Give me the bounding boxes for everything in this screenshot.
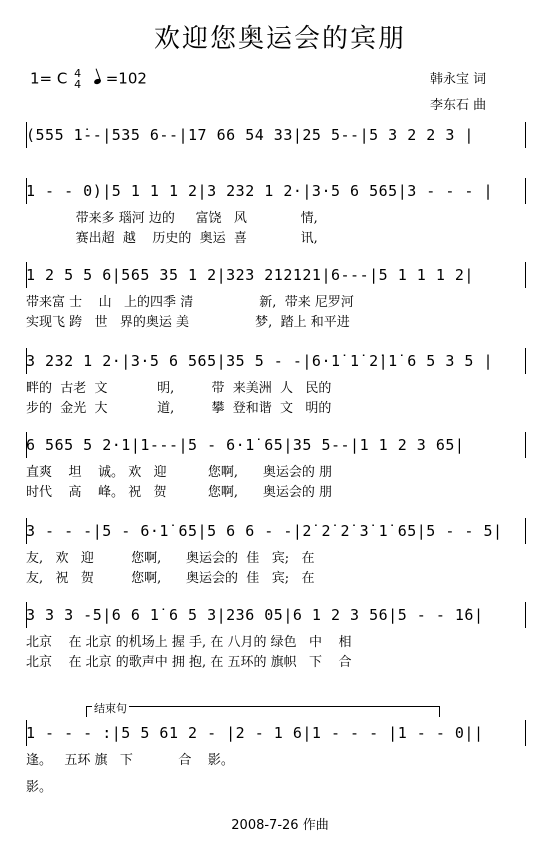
notation-row: 1 2 5 5 6|565 35 1 2|323 212121|6---|5 1 1 1 2| (26, 266, 474, 284)
extra-lyric: 影。 (26, 780, 53, 795)
lyric-verse-1: 北京 在 北京 的机场上 握 手, 在 八月的 绿色 中 相 (26, 635, 352, 650)
lyric-verse-1: 带来多 瑙河 边的 富饶 风 情, (26, 211, 318, 226)
lyric-verse-2: 时代 高 峰。 祝 贺 您啊, 奥运会的 朋 (26, 485, 332, 500)
song-title: 欢迎您奥运会的宾朋 (153, 24, 406, 54)
lyric-verse-2: 赛出超 越 历史的 奥运 喜 讯, (26, 231, 318, 246)
lyric-verse-1: 友, 欢 迎 您啊, 奥运会的 佳 宾; 在 (26, 551, 315, 566)
ending-bracket (86, 706, 440, 717)
lyric-verse-1: 直爽 坦 诚。 欢 迎 您啊, 奥运会的 朋 (26, 465, 332, 480)
notation-row: 1 - - 0)|5 1 1 1 2|3 232 1 2·|3·5 6 565|3 - - - | (26, 182, 494, 200)
ending-label: 结束句 (94, 702, 127, 715)
time-top: 4 (74, 67, 82, 80)
notation-row: 6 565 5 2·1|1---|5 - 6·1̇ 65|35 5--|1 1 2 3 65| (26, 436, 465, 454)
notation-row: 3 3 3 -5|6 6 1̇ 6 5 3|236 05|6 1 2 3 56|5 - - 1̇6| (26, 606, 484, 624)
composer-credit: 李东石 曲 (430, 98, 487, 113)
tempo-label: =102 (105, 69, 147, 88)
lyric-verse-1: 畔的 古老 文 明, 带 来美洲 人 民的 (26, 381, 332, 396)
lyric-verse-1: 带来富 士 山 上的四季 清 新, 带来 尼罗河 (26, 295, 354, 310)
lyric-verse-2: 实现飞 跨 世 界的奥运 美 梦, 踏上 和平进 (26, 315, 350, 330)
tonic-label: 1= C (30, 69, 68, 88)
key-signature (30, 68, 147, 90)
time-signature (74, 68, 81, 90)
lyric-verse-1: 逢。 五环 旗 下 合 影。 (26, 753, 234, 768)
notation-row: 3 - - -|5 - 6·1̇ 65|5 6 6 - -|2̇ 2̇ 2̇ 3̇ 1̇ 65|5 - - 5| (26, 522, 503, 540)
notation-row: 3 232 1 2·|3·5 6 565|35 5 - -|6·1̇ 1̇ 2̇|1̇ 6 5 3 5 | (26, 352, 494, 370)
lyric-verse-2: 北京 在 北京 的歌声中 拥 抱, 在 五环的 旗帜 下 合 (26, 655, 352, 670)
quarter-note-icon (93, 77, 101, 84)
notation-row: 1 - - - :|5 5 61 2 - |2 - 1 6|1 - - - |1 - - 0|| (26, 724, 484, 742)
notation-row: (555 1̇--|535 6--|17 66 54 33|25 5--|5 3 2 2 3 | (26, 126, 474, 144)
time-bottom: 4 (74, 78, 82, 91)
lyricist-credit: 韩永宝 词 (430, 72, 487, 87)
lyric-verse-2: 友, 祝 贺 您啊, 奥运会的 佳 宾; 在 (26, 571, 315, 586)
footer-date: 2008-7-26 作曲 (231, 818, 329, 833)
lyric-verse-2: 步的 金光 大 道, 攀 登和谐 文 明的 (26, 401, 332, 416)
